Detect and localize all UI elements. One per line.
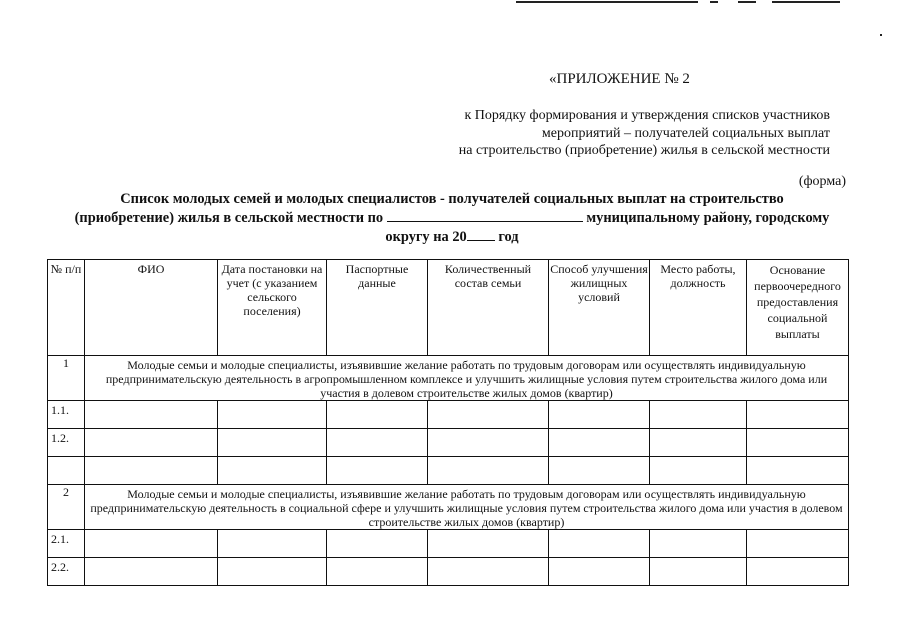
table-cell[interactable] <box>650 401 747 429</box>
section-number: 2 <box>48 485 85 530</box>
table-cell[interactable] <box>327 401 428 429</box>
row-number: 1.2. <box>48 429 85 457</box>
table-row <box>48 401 849 429</box>
section-description: Молодые семьи и молодые специалисты, изъявившие желание работать по трудовым договорам или осуществлять индивидуальную предпринимательскую деятельность в агропромышленном комплексе и улучшить жилищные условия путем строительства жилого дома или участия в долевом строительстве жилых домов (квартир) <box>85 356 849 401</box>
table-cell[interactable] <box>549 558 650 586</box>
section-description: Молодые семьи и молодые специалисты, изъявившие желание работать по трудовым договорам или осуществлять индивидуальную предпринимательскую деятельность в социальной сфере и улучшить жилищные условия путем строительства жилого дома или участия в долевом строительстве жилых домов (квартир) <box>85 485 849 530</box>
table-cell[interactable] <box>650 558 747 586</box>
title-line-3 <box>40 227 864 246</box>
title-line-3-start: округу на 20 <box>385 229 467 245</box>
table-cell[interactable] <box>650 530 747 558</box>
order-reference <box>400 107 830 160</box>
order-reference-line: мероприятий – получателей социальных выплат <box>541 125 830 141</box>
district-blank-line <box>387 208 583 222</box>
table-cell[interactable] <box>218 558 327 586</box>
title-line-2-end: муниципальному району, городскому <box>586 210 830 226</box>
column-header: Место работы, должность <box>650 260 747 356</box>
title-line-3-end: год <box>498 229 519 245</box>
row-number: 1.1. <box>48 401 85 429</box>
section-number: 1 <box>48 356 85 401</box>
document-title <box>40 191 864 246</box>
appendix-title: «ПРИЛОЖЕНИЕ № 2 <box>549 71 690 87</box>
column-header: ФИО <box>85 260 218 356</box>
form-label: (форма) <box>798 174 846 189</box>
table-cell[interactable] <box>428 457 549 485</box>
table-cell[interactable] <box>85 530 218 558</box>
table-cell[interactable] <box>549 429 650 457</box>
table-cell[interactable] <box>650 457 747 485</box>
table-row <box>48 457 849 485</box>
table-cell[interactable] <box>85 457 218 485</box>
table-cell[interactable] <box>327 457 428 485</box>
year-blank-line <box>467 227 495 241</box>
table-cell[interactable] <box>747 558 849 586</box>
column-header: № п/п <box>48 260 85 356</box>
table-cell[interactable] <box>327 429 428 457</box>
table-cell[interactable] <box>85 401 218 429</box>
column-header: Количественный состав семьи <box>428 260 549 356</box>
table-header-row <box>48 260 849 356</box>
title-line-2-start: (приобретение) жилья в сельской местности по <box>74 210 384 226</box>
scan-artifact <box>772 1 840 3</box>
title-line-2 <box>40 208 864 227</box>
table-cell[interactable] <box>327 530 428 558</box>
table-cell[interactable] <box>428 429 549 457</box>
table-cell[interactable] <box>747 401 849 429</box>
recipients-table <box>47 259 849 586</box>
scan-artifact <box>710 1 718 3</box>
column-header: Паспортные данные <box>327 260 428 356</box>
scan-artifact <box>738 1 756 3</box>
row-number: 2.1. <box>48 530 85 558</box>
section-row <box>48 485 849 530</box>
table-row <box>48 558 849 586</box>
table-cell[interactable] <box>218 429 327 457</box>
table-cell[interactable] <box>218 457 327 485</box>
table-cell[interactable] <box>549 401 650 429</box>
table-cell[interactable] <box>428 530 549 558</box>
scan-artifact <box>516 1 698 3</box>
row-number: 2.2. <box>48 558 85 586</box>
column-header: Основание первоочередного предоставления социальной выплаты <box>747 260 849 356</box>
table-row <box>48 530 849 558</box>
table-cell[interactable] <box>549 457 650 485</box>
table-cell[interactable] <box>747 457 849 485</box>
title-line-1: Список молодых семей и молодых специалистов - получателей социальных выплат на строительство <box>120 191 784 207</box>
column-header: Способ улучшения жилищных условий <box>549 260 650 356</box>
table-cell[interactable] <box>218 401 327 429</box>
section-row <box>48 356 849 401</box>
order-reference-line: к Порядку формирования и утверждения списков участников <box>464 108 830 123</box>
table-cell[interactable] <box>549 530 650 558</box>
table-cell[interactable] <box>218 530 327 558</box>
table-cell[interactable] <box>327 558 428 586</box>
table-cell[interactable] <box>747 530 849 558</box>
table-cell[interactable] <box>428 401 549 429</box>
table-cell[interactable] <box>85 558 218 586</box>
table-cell[interactable] <box>747 429 849 457</box>
table-cell[interactable] <box>428 558 549 586</box>
table-cell[interactable] <box>650 429 747 457</box>
column-header: Дата постановки на учет (с указанием сельского поселения) <box>218 260 327 356</box>
row-number <box>48 457 85 485</box>
table-cell[interactable] <box>85 429 218 457</box>
order-reference-line: на строительство (приобретение) жилья в сельской местности <box>458 143 830 158</box>
scan-artifact <box>880 34 882 36</box>
table-row <box>48 429 849 457</box>
